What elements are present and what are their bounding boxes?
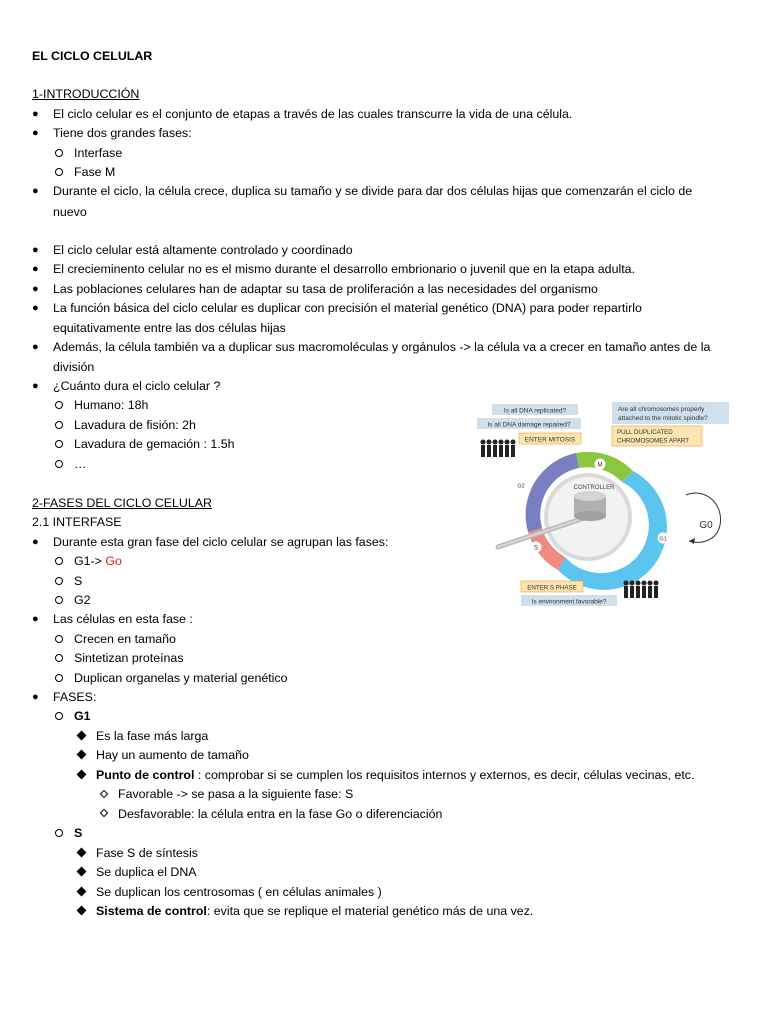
phase-go-red: Go (105, 554, 122, 568)
bullet-icon: ● (32, 127, 39, 139)
diamond-bullet-icon (77, 887, 87, 897)
intro-sub-interfase: Interfase (74, 146, 123, 160)
section-heading-fases: 2-FASES DEL CICLO CELULAR (32, 496, 212, 510)
label-controller: CONTROLLER (573, 485, 615, 491)
g1-control-point (96, 768, 694, 782)
duration-ellipsis: … (74, 457, 87, 471)
intro-bullet-4: El ciclo celular está altamente controlado y coordinado (53, 243, 353, 257)
circle-bullet-icon (55, 421, 63, 429)
hollow-diamond-bullet-icon (100, 809, 108, 817)
bullet-icon: ● (32, 613, 39, 625)
intro-bullet-7-line2: equitativamente entre las dos células hijas (53, 321, 286, 335)
s-control-label: Sistema de control (96, 904, 207, 918)
label-environment: Is environment favorable? (531, 598, 607, 606)
circle-bullet-icon (55, 674, 63, 682)
section-heading-introduccion: 1-INTRODUCCIÓN (32, 87, 140, 101)
circle-bullet-icon (55, 460, 63, 468)
duration-budding-yeast: Lavadura de gemación : 1.5h (74, 437, 235, 451)
circle-bullet-icon (55, 168, 63, 176)
bullet-icon: ● (32, 536, 39, 548)
circle-bullet-icon (55, 654, 63, 662)
label-phase-m: M (597, 462, 603, 469)
intro-sub-fase-m: Fase M (74, 165, 116, 179)
g1-favorable: Favorable -> se pasa a la siguiente fase: S (118, 787, 354, 801)
fases-bullet-2: Las células en esta fase : (53, 612, 193, 626)
duration-human: Humano: 18h (74, 398, 149, 412)
circle-bullet-icon (55, 557, 63, 565)
s-item-1: Fase S de síntesis (96, 846, 198, 860)
g1-label: G1 (74, 709, 91, 723)
circle-bullet-icon (55, 596, 63, 604)
circle-bullet-icon (55, 712, 63, 720)
g1-control-label: Punto de control (96, 768, 195, 782)
bullet-icon: ● (32, 341, 39, 353)
circle-bullet-icon (55, 440, 63, 448)
bullet-icon: ● (32, 380, 39, 392)
bullet-icon: ● (32, 244, 39, 256)
g1-control-text: : comprobar si se cumplen los requisitos internos y externos, es decir, células vecinas, etc. (194, 768, 695, 782)
bullet-icon: ● (32, 185, 39, 197)
cells-grow: Crecen en tamaño (74, 632, 176, 646)
label-phase-g1: G1 (659, 536, 667, 543)
s-control-text: : evita que se replique el material genético más de una vez. (206, 904, 534, 918)
diamond-bullet-icon (77, 731, 87, 741)
intro-bullet-6: Las poblaciones celulares han de adaptar su tasa de proliferación a las necesidades del organismo (53, 282, 598, 296)
phase-g1-prefix: G1-> (74, 554, 102, 568)
label-enter-mitosis: ENTER MITOSIS (524, 436, 576, 444)
intro-bullet-9: ¿Cuánto dura el ciclo celular ? (53, 379, 221, 393)
intro-bullet-8-line2: división (53, 360, 95, 374)
cell-cycle-figure (474, 395, 736, 615)
bullet-icon: ● (32, 283, 39, 295)
diamond-bullet-icon (77, 770, 87, 780)
g1-unfavorable: Desfavorable: la célula entra en la fase Go o diferenciación (118, 807, 443, 821)
intro-bullet-5: El crecieminento celular no es el mismo durante el desarrollo embrionario o juvenil que en la etapa adulta. (53, 262, 635, 276)
cell-cycle-diagram (474, 395, 736, 615)
intro-bullet-7-line1: La función básica del ciclo celular es duplicar con precisión el material genético (DNA) para poder repartirlo (53, 301, 642, 315)
bullet-icon: ● (32, 691, 39, 703)
intro-bullet-8-line1: Además, la célula también va a duplicar sus macromoléculas y orgánulos -> la célula va a crecer en tamaño antes de la (53, 340, 711, 354)
circle-bullet-icon (55, 829, 63, 837)
s-item-3: Se duplican los centrosomas ( en células animales ) (96, 885, 382, 899)
label-chromosomes-1: Are all chromosomes properly (618, 406, 705, 413)
intro-bullet-1: El ciclo celular es el conjunto de etapas a través de las cuales transcurre la vida de una célula. (53, 107, 573, 121)
circle-bullet-icon (55, 401, 63, 409)
bullet-icon: ● (32, 263, 39, 275)
label-phase-g0: G0 (699, 520, 713, 531)
phase-g1-go (74, 554, 122, 568)
phase-s: S (74, 574, 83, 588)
s-label: S (74, 826, 83, 840)
circle-bullet-icon (55, 149, 63, 157)
label-phase-s: S (533, 545, 539, 552)
diamond-bullet-icon (77, 867, 87, 877)
label-dna-replicated: Is all DNA replicated? (503, 407, 567, 415)
fases-bullet-3: FASES: (53, 690, 97, 704)
diamond-bullet-icon (77, 750, 87, 760)
g1-item-2: Hay un aumento de tamaño (96, 748, 249, 762)
bullet-icon: ● (32, 108, 39, 120)
circle-bullet-icon (55, 635, 63, 643)
diamond-bullet-icon (77, 848, 87, 858)
diamond-bullet-icon (77, 906, 87, 916)
bullet-icon: ● (32, 302, 39, 314)
intro-bullet-3-line2: nuevo (53, 205, 87, 219)
subsection-heading-interfase: 2.1 INTERFASE (32, 515, 122, 529)
intro-bullet-3-line1: Durante el ciclo, la célula crece, duplica su tamaño y se divide para dar dos células hijas que comenzarán el ciclo de (53, 184, 693, 198)
fases-bullet-1: Durante esta gran fase del ciclo celular se agrupan las fases: (53, 535, 389, 549)
intro-bullet-2: Tiene dos grandes fases: (53, 126, 192, 140)
label-pull-2: CHROMOSOMES APART (617, 437, 689, 445)
s-control-system (96, 904, 533, 918)
cells-synthesize: Sintetizan proteínas (74, 651, 184, 665)
document-title: EL CICLO CELULAR (32, 49, 153, 63)
hollow-diamond-bullet-icon (100, 790, 108, 798)
label-dna-damage: Is all DNA damage repaired? (487, 421, 571, 429)
circle-bullet-icon (55, 577, 63, 585)
label-enter-s: ENTER S PHASE (527, 584, 577, 592)
g1-item-1: Es la fase más larga (96, 729, 209, 743)
duration-fission-yeast: Lavadura de fisión: 2h (74, 418, 196, 432)
s-item-2: Se duplica el DNA (96, 865, 197, 879)
label-phase-g2: G2 (517, 483, 525, 490)
cells-duplicate: Duplican organelas y material genético (74, 671, 288, 685)
phase-g2: G2 (74, 593, 91, 607)
label-chromosomes-2: attached to the mitotic spindle? (618, 415, 708, 422)
label-pull-1: PULL DUPLICATED (617, 429, 673, 436)
